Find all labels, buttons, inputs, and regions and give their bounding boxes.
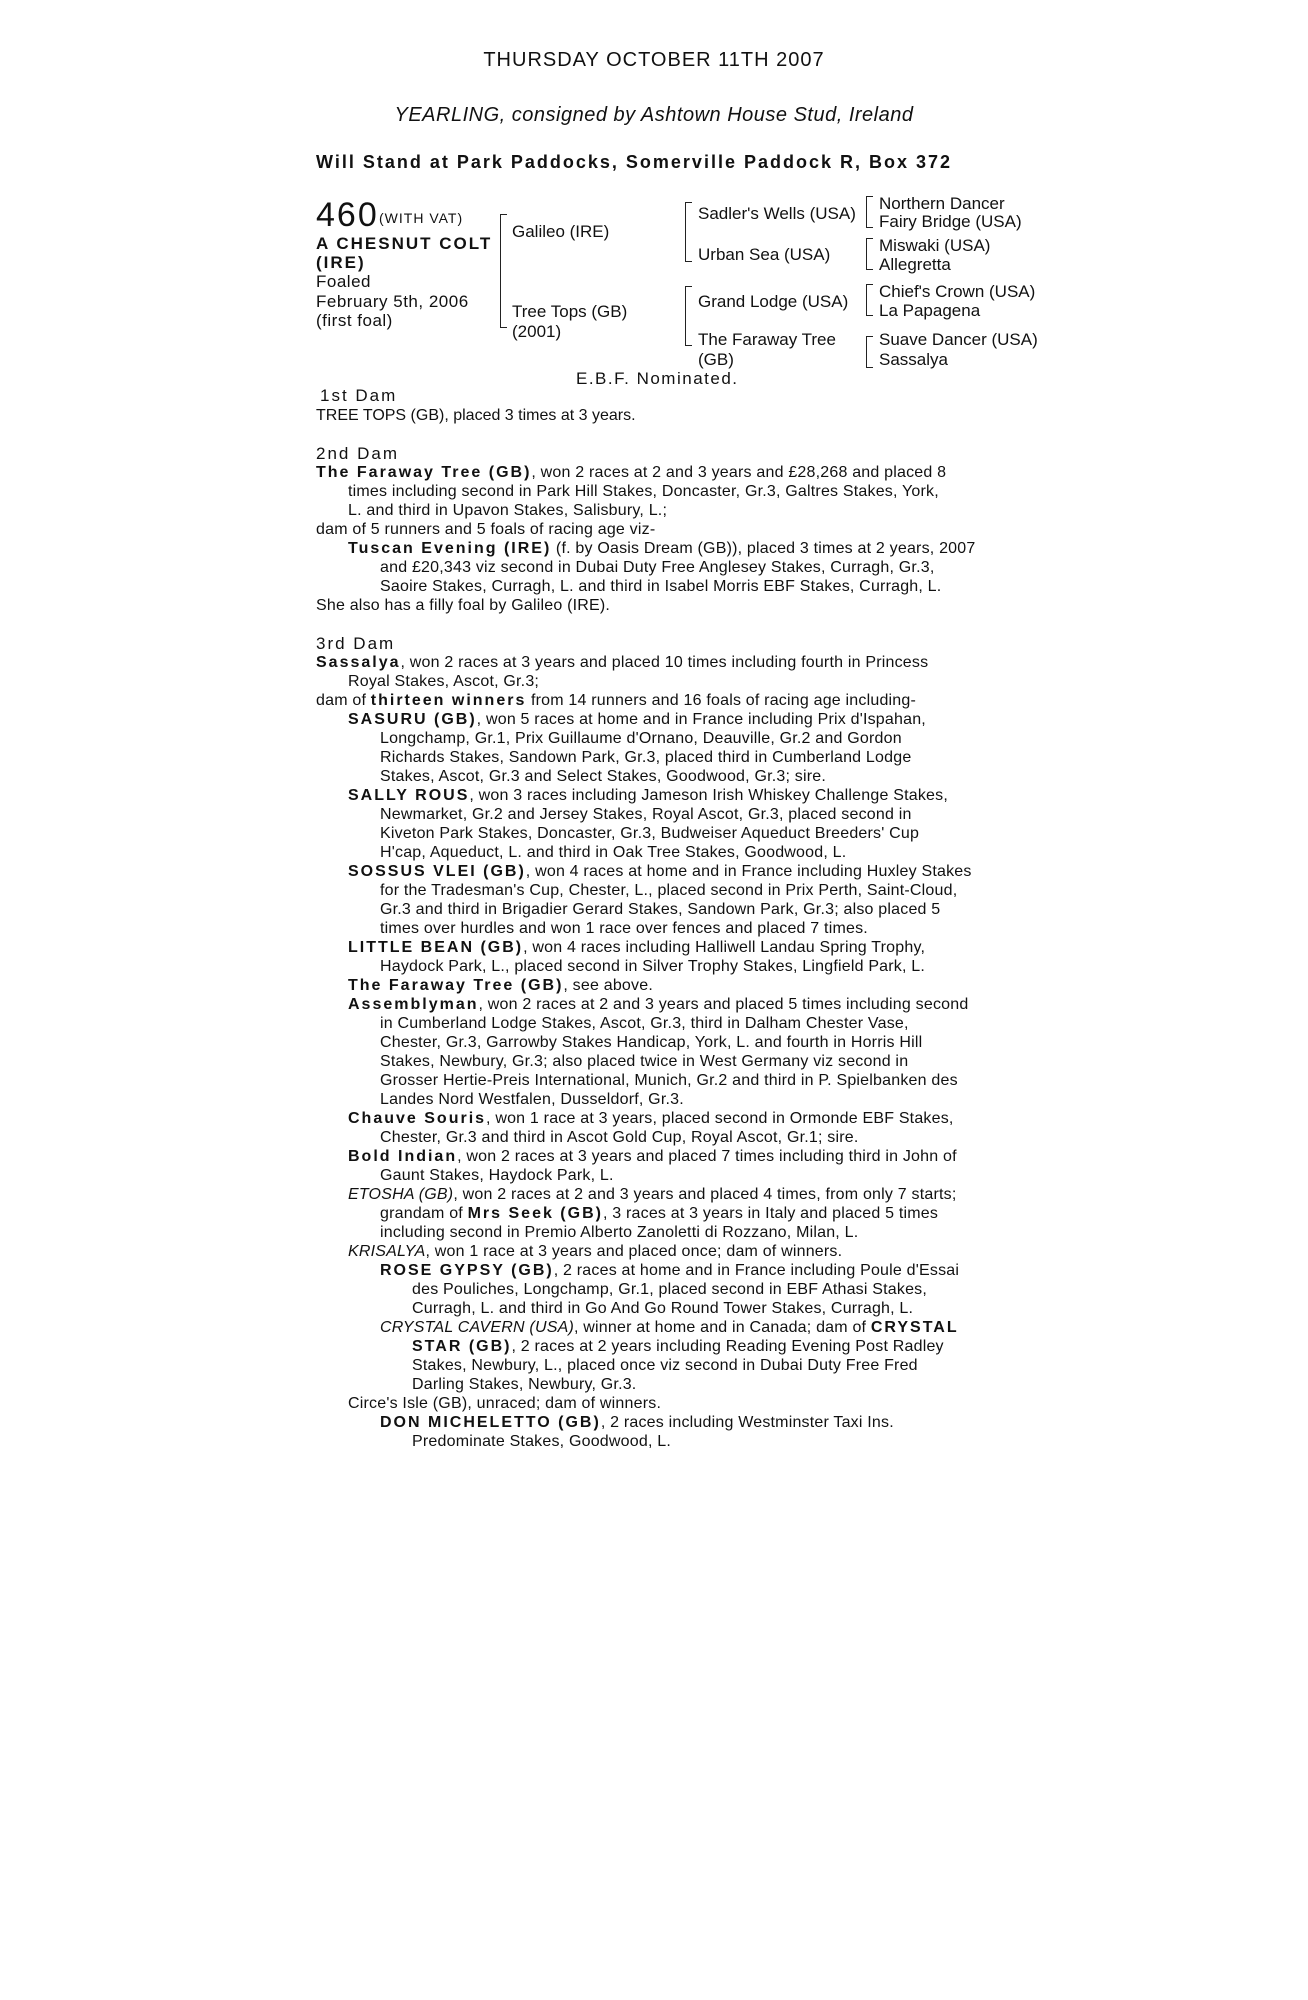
runner-name: LITTLE BEAN (GB)	[348, 939, 524, 956]
runner-name: Assemblyman	[348, 996, 479, 1013]
pedigree-brace-sire	[685, 202, 692, 262]
sale-date: THURSDAY OCTOBER 11TH 2007	[483, 49, 825, 71]
pedigree-dam-dam: The Faraway Tree	[698, 330, 836, 349]
runner-name: DON MICHELETTO (GB)	[380, 1414, 601, 1431]
pedigree-g8: Sassalya	[879, 350, 948, 369]
lot-name: A CHESNUT COLT	[316, 234, 493, 253]
pedigree-dam-year: (2001)	[512, 322, 562, 341]
runner-name: The Faraway Tree (GB)	[348, 977, 564, 994]
runner-name: SASURU (GB)	[348, 711, 477, 728]
pedigree-sire: Galileo (IRE)	[512, 222, 610, 241]
runner-name: SOSSUS VLEI (GB)	[348, 863, 526, 880]
foaled-label: Foaled	[316, 272, 371, 291]
dam-name: Sassalya	[316, 654, 401, 671]
pedigree-dam-sire: Grand Lodge (USA)	[698, 292, 849, 311]
runner-name: KRISALYA	[348, 1243, 426, 1260]
pedigree-g3: Miswaki (USA)	[879, 236, 991, 255]
pedigree-sire-sire: Sadler's Wells (USA)	[698, 204, 856, 223]
first-dam-title: 1st Dam	[320, 386, 398, 405]
consignor-line: YEARLING, consigned by Ashtown House Stud, Ireland	[394, 104, 914, 126]
pedigree-g1: Northern Dancer	[879, 194, 1005, 213]
foaled-date: February 5th, 2006	[316, 292, 469, 311]
second-dam-text: The Faraway Tree (GB), won 2 races at 2 and 3 years and £28,268 and placed 8 times including second in Park Hill Stakes, Doncaster, Gr.3, Galtres Stakes, York, L. and third in Upavon Stakes, Salisbury, L.; dam of 5 runners and 5 foals of racing age viz- Tuscan Evening (IRE) (f. by Oasis Dream (GB)), placed 3 times at 2 years, 2007 and £20,343 viz second in Dubai Duty Free Anglesey Stakes, Curragh, Gr.3, Saoire Stakes, Curragh, L. and third in Isabel Morris EBF Stakes, Curragh, L. She also has a filly foal by Galileo (IRE).	[316, 464, 976, 614]
lot-number: 460	[316, 196, 379, 234]
second-dam-title: 2nd Dam	[316, 444, 399, 463]
third-dam-text: Sassalya, won 2 races at 3 years and placed 10 times including fourth in Princess Royal Stakes, Ascot, Gr.3; dam of thirteen winners from 14 runners and 16 foals of racing age including- SASURU (GB), won 5 races at home and in France including Prix d'Ispahan, Longchamp, Gr.1, Prix Guillaume d'Ornano, Deauville, Gr.2 and Gordon Richards Stakes, Sandown Park, Gr.3, placed third in Cumberland Lodge Stakes, Ascot, Gr.3 and Select Stakes, Goodwood, Gr.3; sire. SALLY ROUS, won 3 races including Jameson Irish Whiskey Challenge Stakes, Newmarket, Gr.2 and Jersey Stakes, Royal Ascot, Gr.3, placed second in Kiveton Park Stakes, Doncaster, Gr.3, Budweiser Aqueduct Breeders' Cup H'cap, Aqueduct, L. and third in Oak Tree Stakes, Goodwood, L. SOSSUS VLEI (GB), won 4 races at home and in France including Huxley Stakes for the Tradesman's Cup, Chester, L., placed second in Prix Perth, Saint-Cloud, Gr.3 and third in Brigadier Gerard Stakes, Sandown Park, Gr.3; also placed 5 times over hurdles and won 1 race over fences and placed 7 times. LITTLE BEAN (GB), won 4 races including Halliwell Landau Spring Trophy, Haydock Park, L., placed second in Silver Trophy Stakes, Lingfield Park, L. The Faraway Tree (GB), see above. Assemblyman, won 2 races at 2 and 3 years and placed 5 times including second in Cumberland Lodge Stakes, Ascot, Gr.3, third in Dalham Chester Vase, Chester, Gr.3, Garrowby Stakes Handicap, York, L. and fourth in Horris Hill Stakes, Newbury, Gr.3; also placed twice in West Germany viz second in Grosser Hertie-Preis International, Munich, Gr.2 and third in P. Spielbanken des Landes Nord Westfalen, Dusseldorf, Gr.3. Chauve Souris, won 1 race at 3 years, placed second in Ormonde EBF Stakes, Chester, Gr.3 and third in Ascot Gold Cup, Royal Ascot, Gr.1; sire. Bold Indian, won 2 races at 3 years and placed 7 times including third in John of Gaunt Stakes, Haydock Park, L. ETOSHA (GB), won 2 races at 2 and 3 years and placed 4 times, from only 7 starts; grandam of Mrs Seek (GB), 3 races at 3 years in Italy and placed 5 times including second in Premio Alberto Zanoletti di Rozzano, Milan, L. KRISALYA, won 1 race at 3 years and placed once; dam of winners. ROSE GYPSY (GB), 2 races at home and in France including Poule d'Essai des Pouliches, Longchamp, Gr.1, placed second in EBF Athasi Stakes, Curragh, L. and third in Go And Go Round Tower Stakes, Curragh, L. CRYSTAL CAVERN (USA), winner at home and in Canada; dam of CRYSTAL STAR (GB), 2 races at 2 years including Reading Evening Post Radley Stakes, Newbury, L., placed once viz second in Dubai Duty Free Fred Darling Stakes, Newbury, Gr.3. Circe's Isle (GB), unraced; dam of winners. DON MICHELETTO (GB), 2 races including Westminster Taxi Ins. Predominate Stakes, Goodwood, L.	[316, 654, 972, 1450]
pedigree-brace-g1	[866, 196, 873, 228]
first-dam-text: TREE TOPS (GB), placed 3 times at 3 years.	[316, 407, 636, 424]
pedigree-g6: La Papagena	[879, 301, 981, 320]
runner-name: CRYSTAL CAVERN (USA)	[380, 1319, 574, 1336]
lot-name-country: (IRE)	[316, 253, 366, 272]
pedigree-g5: Chief's Crown (USA)	[879, 282, 1036, 301]
pedigree-g7: Suave Dancer (USA)	[879, 330, 1038, 349]
pedigree-dam-dam-country: (GB)	[698, 350, 734, 369]
pedigree-brace-g4	[866, 336, 873, 368]
pedigree-g2: Fairy Bridge (USA)	[879, 212, 1022, 231]
ebf-nominated: E.B.F. Nominated.	[576, 369, 739, 388]
runner-name: SALLY ROUS	[348, 787, 470, 804]
lot-note: (first foal)	[316, 311, 393, 330]
pedigree-brace-dam	[685, 286, 692, 346]
pedigree-g4: Allegretta	[879, 255, 951, 274]
lot-vat: (WITH VAT)	[379, 210, 464, 226]
runner-name: Tuscan Evening (IRE)	[348, 540, 552, 557]
pedigree-sire-dam: Urban Sea (USA)	[698, 245, 831, 264]
runner-name: Chauve Souris	[348, 1110, 487, 1127]
pedigree-brace-g3	[866, 284, 873, 316]
pedigree-brace-g2	[866, 238, 873, 270]
runner-name: ROSE GYPSY (GB)	[380, 1262, 554, 1279]
runner-name: Bold Indian	[348, 1148, 458, 1165]
dam-name: The Faraway Tree (GB)	[316, 464, 532, 481]
runner-name: ETOSHA (GB)	[348, 1186, 454, 1203]
third-dam-title: 3rd Dam	[316, 634, 396, 653]
pedigree-brace-main	[500, 214, 507, 328]
stand-location: Will Stand at Park Paddocks, Somerville Paddock R, Box 372	[316, 152, 953, 172]
pedigree-dam: Tree Tops (GB)	[512, 302, 628, 321]
